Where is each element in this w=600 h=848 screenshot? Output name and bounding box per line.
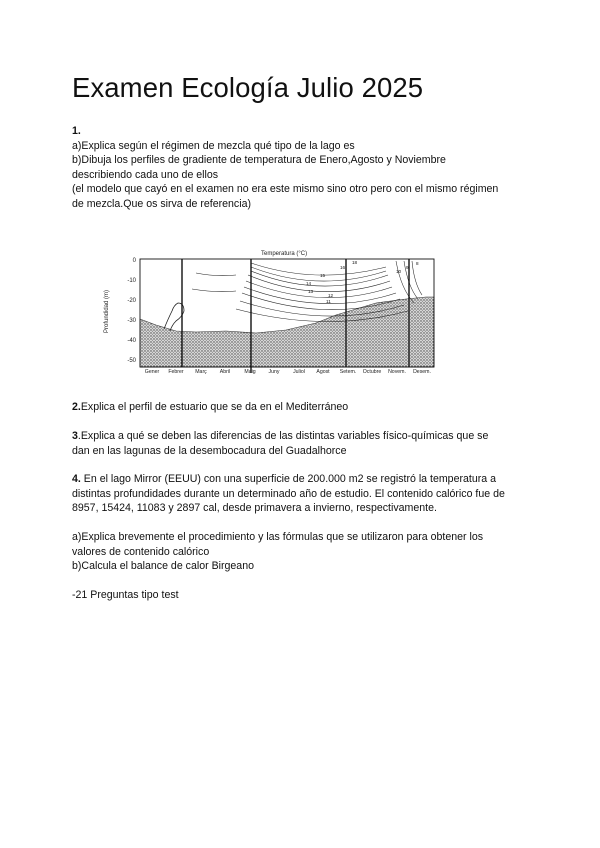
question-2-number: 2. xyxy=(72,401,81,413)
month-label-9: Setem. xyxy=(339,369,357,375)
month-label-7: Juliol xyxy=(293,369,305,375)
question-4a-line2: valores de contenido calórico xyxy=(72,545,210,558)
isotherm-label-18: 18 xyxy=(352,260,358,265)
figure-title: Temperatura (°C) xyxy=(261,251,308,257)
isotherm-label-8: 8 xyxy=(416,261,419,266)
question-4-number: 4. xyxy=(72,473,81,485)
thermal-profile-chart xyxy=(96,233,456,383)
question-1a: a)Explica según el régimen de mezcla qué tipo de la lago es xyxy=(72,139,355,152)
question-2-text: Explica el perfil de estuario que se da en el Mediterráneo xyxy=(80,401,349,413)
isotherm-label-10: 10 xyxy=(396,269,402,274)
question-1-number: 1. xyxy=(72,125,81,137)
test-questions-note: -21 Preguntas tipo test xyxy=(72,589,179,601)
isotherm-label-16: 16 xyxy=(340,265,346,270)
question-3-line2: dan en las lagunas de la desembocadura del Guadalhorce xyxy=(72,444,347,457)
month-label-12: Desem. xyxy=(413,369,431,375)
footer-note xyxy=(72,588,542,603)
month-label-5: Maig xyxy=(244,369,256,375)
month-label-6: Juny xyxy=(268,369,280,375)
question-1-note-line2: de mezcla.Que os sirva de referencia) xyxy=(72,197,251,210)
figure-ylabel: Profundidad (m) xyxy=(104,289,110,333)
isotherm-label-11: 11 xyxy=(326,299,331,304)
question-2 xyxy=(72,400,542,415)
month-labels xyxy=(145,369,431,375)
question-4 xyxy=(72,472,542,516)
question-4a-line1: a)Explica brevemente el procedimiento y las fórmulas que se utilizaron para obtener los xyxy=(72,531,484,543)
month-label-10: Octubre xyxy=(362,369,382,375)
month-label-1: Gener xyxy=(144,369,160,375)
isotherm-label-9: 9 xyxy=(406,265,409,270)
y-tick-30: -30 xyxy=(127,318,136,324)
page-title: Examen Ecología Julio 2025 xyxy=(72,72,424,103)
month-label-8: Agost xyxy=(316,369,330,375)
month-label-11: Novem. xyxy=(388,369,406,375)
question-3-line1: .Explica a qué se deben las diferencias de las distintas variables físico-químicas que se xyxy=(77,430,489,442)
month-label-4: Abril xyxy=(219,369,231,375)
y-ticks xyxy=(127,258,136,364)
month-label-3: Març xyxy=(195,369,207,375)
y-tick-40: -40 xyxy=(127,338,136,344)
thermal-profile-figure xyxy=(96,233,456,383)
month-label-2: Febrer xyxy=(168,369,184,375)
question-3 xyxy=(72,429,542,458)
isotherm-label-14: 14 xyxy=(306,281,312,286)
y-tick-0: 0 xyxy=(132,258,136,264)
question-4-subitems xyxy=(72,530,542,574)
sediment-area xyxy=(140,297,434,367)
question-4-line3: 8957, 15424, 11083 y 2897 cal, desde primavera a invierno, respectivamente. xyxy=(72,502,437,515)
isotherm-label-12: 12 xyxy=(328,293,334,298)
question-1 xyxy=(72,124,542,212)
y-tick-10: -10 xyxy=(127,278,136,284)
isotherm-label-15: 15 xyxy=(320,273,326,278)
question-1-note-line1: (el modelo que cayó en el examen no era este mismo sino otro pero con el mismo régimen xyxy=(72,183,499,196)
question-1b-line2: describiendo cada uno de ellos xyxy=(72,168,219,181)
question-4-line1: En el lago Mirror (EEUU) con una superficie de 200.000 m2 se registró la temperatura a xyxy=(80,473,496,485)
question-1b-line1: b)Dibuja los perfiles de gradiente de temperatura de Enero,Agosto y Noviembre xyxy=(72,154,446,167)
question-4-line2: distintas profundidades durante un determinado año de estudio. El contenido calórico fue de xyxy=(72,487,505,500)
y-tick-50: -50 xyxy=(127,358,136,364)
isotherm-label-13: 13 xyxy=(308,289,314,294)
y-tick-20: -20 xyxy=(127,298,136,304)
question-3-number: 3 xyxy=(72,430,78,442)
question-4b: b)Calcula el balance de calor Birgeano xyxy=(72,560,254,573)
